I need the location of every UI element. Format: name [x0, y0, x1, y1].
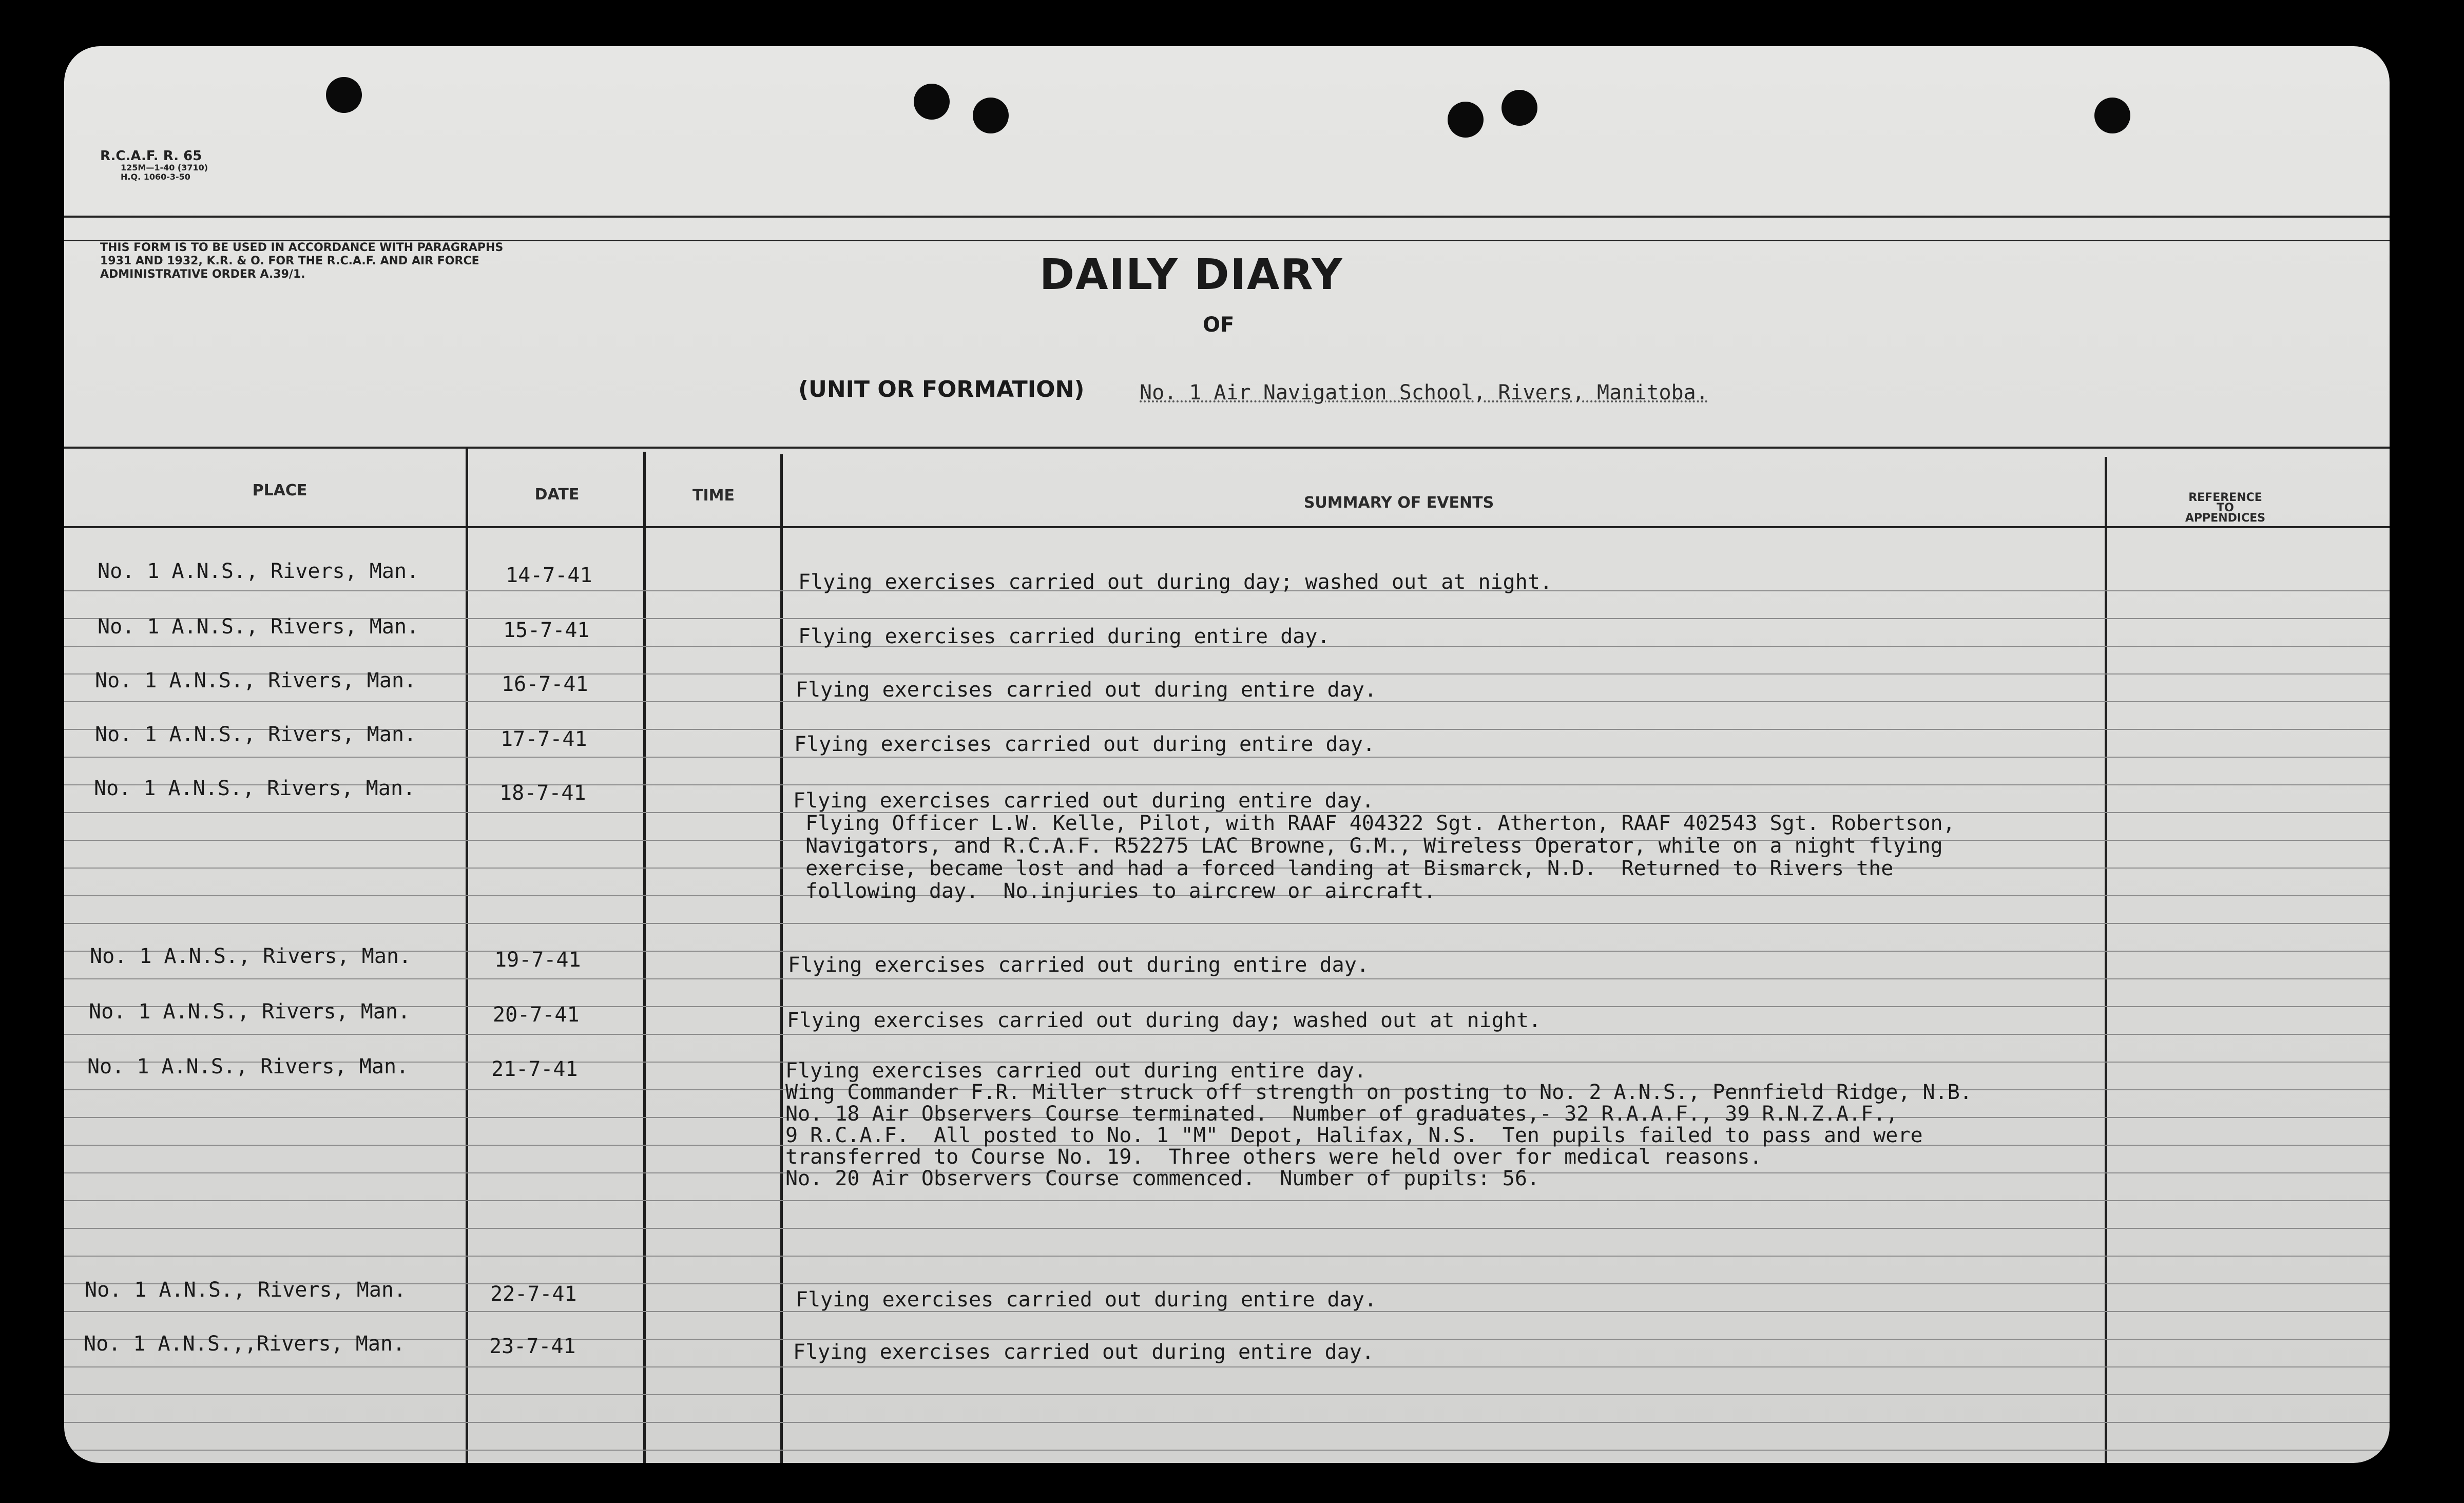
entry-place: No. 1 A.N.S., Rivers, Man. [98, 615, 419, 639]
entry-place: No. 1 A.N.S., Rivers, Man. [94, 777, 416, 800]
column-header-reference [2148, 493, 2302, 524]
entry-summary: Flying exercises carried during entire day. [798, 625, 1330, 648]
entry-summary: Flying exercises carried out during entire day. [796, 1288, 1377, 1312]
column-divider [2105, 457, 2107, 1463]
unit-value: No. 1 Air Navigation School, Rivers, Manitoba. [1140, 381, 1708, 404]
entry-date: 14-7-41 [506, 564, 592, 587]
column-header-time: TIME [692, 487, 735, 505]
column-header-summary: SUMMARY OF EVENTS [1303, 494, 1494, 512]
column-header-place: PLACE [252, 481, 307, 499]
entry-date: 21-7-41 [491, 1057, 578, 1081]
binder-hole [1502, 90, 1537, 126]
ledger-rule [64, 1394, 2390, 1395]
ledger-rule [64, 757, 2390, 758]
ledger-rule [64, 951, 2390, 952]
entry-summary: Flying exercises carried out during day; washed out at night. [798, 570, 1553, 594]
entry-place: No. 1 A.N.S., Rivers, Man. [98, 560, 419, 583]
entry-place: No. 1 A.N.S., Rivers, Man. [95, 669, 417, 692]
entry-place: No. 1 A.N.S., Rivers, Man. [95, 723, 417, 746]
ledger-rule [64, 1339, 2390, 1340]
title-of: OF [1203, 313, 1235, 337]
ledger-rule [64, 1256, 2390, 1257]
diary-form-card [64, 46, 2390, 1463]
table-header-rule [64, 526, 2390, 528]
binder-hole [973, 98, 1009, 133]
entry-summary: Flying exercises carried out during entire day. [796, 678, 1377, 702]
entry-date: 17-7-41 [500, 727, 587, 751]
entry-date: 15-7-41 [503, 619, 590, 642]
form-instructions: THIS FORM IS TO BE USED IN ACCORDANCE WITH PARAGRAPHS 1931 AND 1932, K.R. & O. FOR THE R.C.A.F. AND AIR FORCE ADMINISTRATIVE ORDER A.39/1. [100, 241, 504, 281]
ledger-rule [64, 1422, 2390, 1423]
entry-date: 19-7-41 [494, 948, 581, 972]
entry-summary: Flying exercises carried out during entire day. [788, 953, 1369, 977]
form-number: R.C.A.F. R. 65 [100, 148, 202, 164]
entry-date: 23-7-41 [489, 1335, 576, 1358]
entry-date: 20-7-41 [493, 1003, 580, 1027]
reference-label: TO [2217, 502, 2234, 514]
entry-place: No. 1 A.N.S.,,Rivers, Man. [84, 1332, 406, 1356]
header-rule [64, 216, 2390, 218]
ledger-rule [64, 978, 2390, 979]
entry-summary: Flying exercises carried out during day; washed out at night. [787, 1009, 1542, 1032]
page-title: DAILY DIARY [1040, 250, 1343, 299]
entry-date: 16-7-41 [502, 672, 588, 696]
table-top-rule [64, 447, 2390, 449]
entry-place: No. 1 A.N.S., Rivers, Man. [89, 1000, 411, 1024]
entry-date: 22-7-41 [490, 1282, 577, 1306]
ledger-rule [64, 1283, 2390, 1284]
ledger-rule [64, 1006, 2390, 1007]
binder-hole [326, 77, 362, 113]
entry-place: No. 1 A.N.S., Rivers, Man. [85, 1278, 407, 1302]
ledger-rule [64, 1450, 2390, 1451]
binder-hole [1448, 102, 1484, 138]
column-divider [466, 447, 468, 1463]
column-header-date: DATE [534, 486, 580, 504]
ledger-rule [64, 1034, 2390, 1035]
entry-summary: Flying exercises carried out during entire day. [793, 1340, 1374, 1364]
ledger-rule [64, 1228, 2390, 1229]
reference-label: APPENDICES [2185, 512, 2266, 525]
binder-hole [914, 84, 950, 120]
reference-label: REFERENCE [2188, 491, 2262, 504]
entry-summary: Flying exercises carried out during entire day. Wing Commander F.R. Miller struck off strength on posting to No. 2 A.N.S., Pennfield Ridge, N.B. No. 18 Air Observers Course terminated. Number of graduates,- 32 R.A.A.F., 39 R.N.Z.A.F., 9 R.C.A.F. All posted to No. 1 "M" Depot, Halifax, N.S. Ten pupils failed to pass and were transferred to Course No. 19. Three others were held over for medical reasons. No. 20 Air Observers Course commenced. Number of pupils: 56. [785, 1059, 1972, 1190]
entry-summary: Flying exercises carried out during entire day. Flying Officer L.W. Kelle, Pilot, with RAAF 404322 Sgt. Atherton, RAAF 402543 Sgt. Robertson, Navigators, and R.C.A.F. R52275 LAC Browne, G.M., Wireless Operator, while on a night flying exercise, became lost and had a forced landing at Bismarck, N.D. Returned to Rivers the following day. No.injuries to aircrew or aircraft. [793, 789, 1955, 903]
ledger-rule [64, 1366, 2390, 1367]
ledger-rule [64, 1200, 2390, 1201]
form-number-block [100, 149, 208, 182]
entry-place: No. 1 A.N.S., Rivers, Man. [87, 1055, 409, 1078]
entry-summary: Flying exercises carried out during entire day. [794, 733, 1375, 756]
unit-label: (UNIT OR FORMATION) [798, 376, 1085, 402]
entry-place: No. 1 A.N.S., Rivers, Man. [90, 945, 412, 968]
entry-date: 18-7-41 [499, 781, 586, 805]
ledger-rule [64, 923, 2390, 924]
binder-hole [2094, 98, 2130, 133]
form-print-code: 125M—1-40 (3710) [121, 163, 208, 172]
form-print-code: H.Q. 1060-3-50 [121, 172, 190, 182]
